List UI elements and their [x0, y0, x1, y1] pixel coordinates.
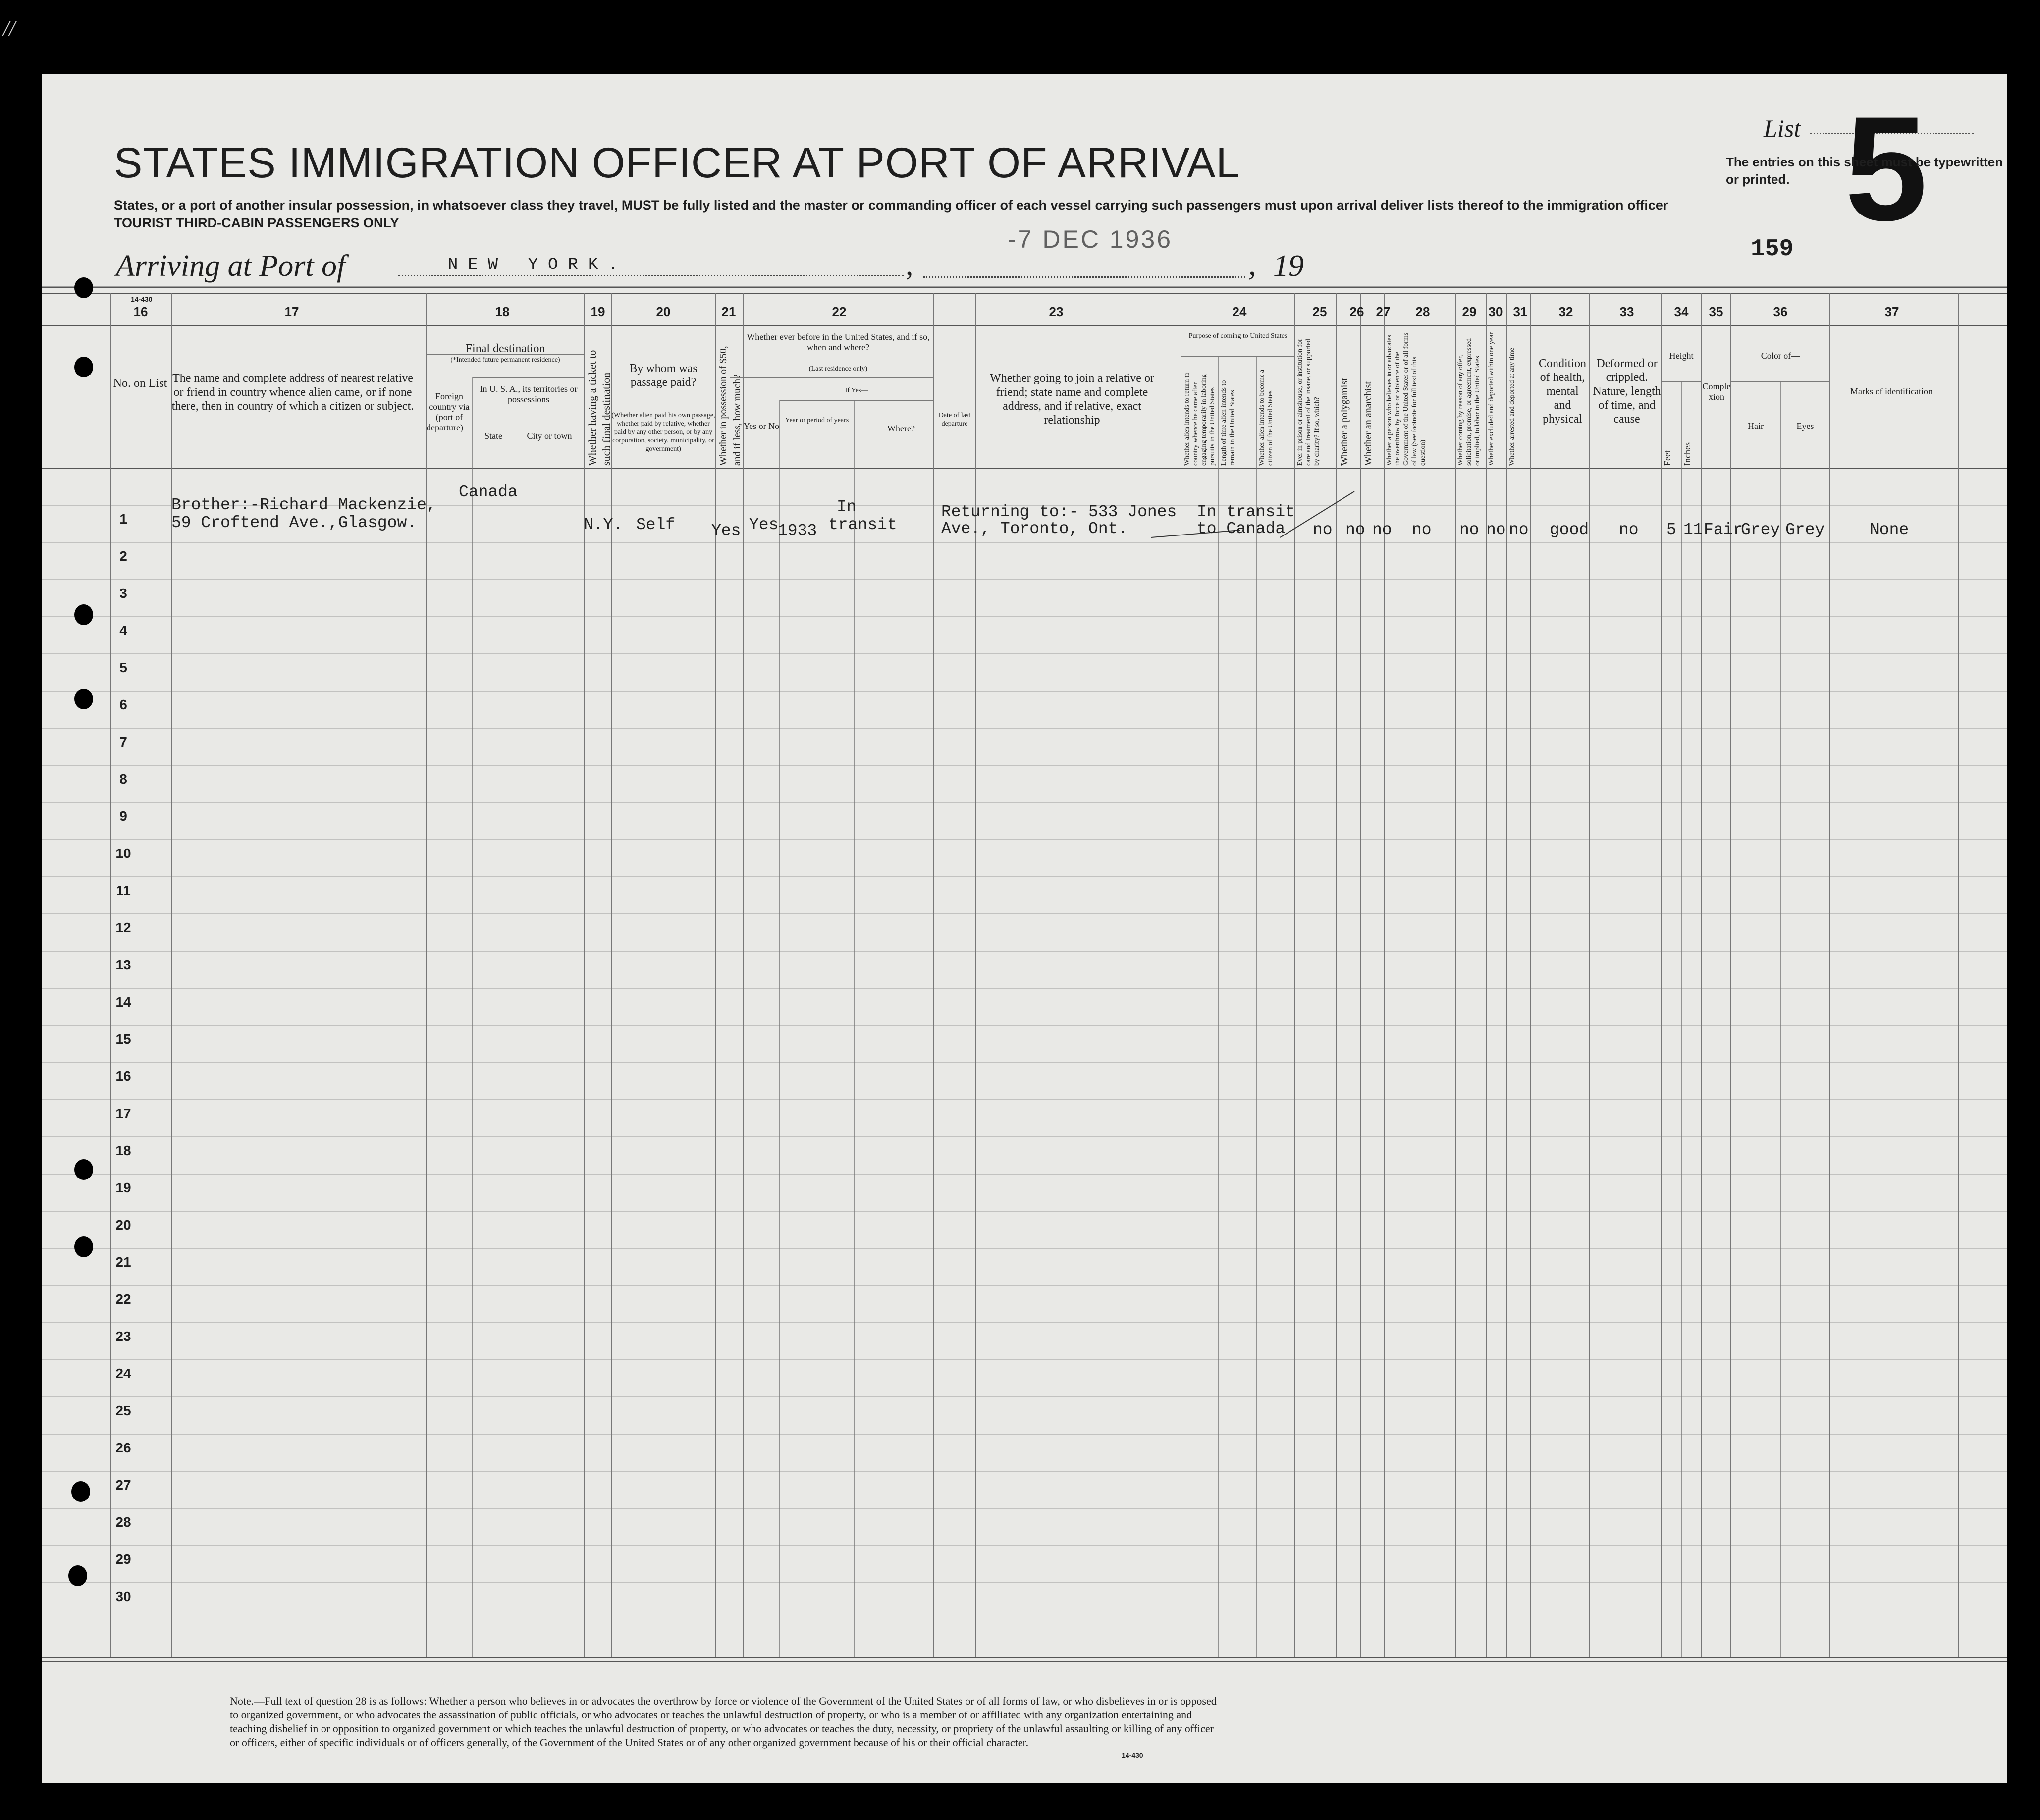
header-c21: Whether in possession of $50, and if less, how much? — [718, 346, 743, 466]
overthrow: no — [1412, 521, 1432, 539]
punch-hole — [74, 604, 93, 625]
row-number: 7 — [119, 734, 127, 749]
has-50: Yes — [711, 522, 741, 540]
footnote: Note.—Full text of question 28 is as follows: Whether a person who believes in or advocates the overthrow by force or violence of the Government of the United States or of all forms of law, or who disbelieves in or is opposed to organized government, or who advocates the assassination of public officials, or who advocates or teaches the unlawful destruction of property, or who is a member of or affiliated with any organization entertaining and teaching disbelief in or opposition to organized government or which teaches the unlawful destruction of property, or who advocates or teaches the duty, necessity, or propriety of the unlawful assaulting or killing of any officer or officers, either of specific individuals or of officers generally, of the Government of the United States or of any other organized government because of his or their official character. — [230, 1695, 1217, 1749]
header-c18-note: (*Intended future permanent residence) — [450, 356, 560, 364]
col-number: 33 — [1619, 304, 1634, 319]
col-number: 31 — [1513, 304, 1528, 319]
header-c19: Whether having a ticket to such final destination — [586, 350, 612, 466]
form-code-top: 14-430 — [131, 295, 153, 303]
row-number: 17 — [115, 1106, 131, 1121]
col-number: 28 — [1415, 304, 1430, 319]
header-c24-b: Length of time alien intends to remain in the United States — [1220, 380, 1236, 466]
row-number: 8 — [119, 771, 127, 787]
header-c23: Whether going to join a relative or friend; state name and complete address, and if relative, exact relationship — [990, 372, 1154, 427]
prison: no — [1313, 521, 1333, 539]
header-c18-city: City or town — [527, 431, 572, 441]
col-number: 25 — [1312, 304, 1327, 319]
header-c24-title: Purpose of coming to United States — [1188, 332, 1288, 340]
punch-hole — [74, 1236, 93, 1257]
paid-by: Self — [636, 516, 676, 534]
header-c22-yesno: Yes or No — [743, 421, 780, 431]
header-c18-foreign: Foreign country via (port of departure)— — [427, 391, 472, 432]
instructions: The entries on this sheet must be typewritten or printed. — [1726, 155, 2003, 187]
joining-line-2: Ave., Toronto, Ont. — [941, 520, 1128, 538]
relative-name: Brother:-Richard Mackenzie, — [171, 496, 436, 514]
punch-hole — [74, 1159, 93, 1180]
list-number: 5 — [1845, 85, 1928, 252]
where-line-2: transit — [828, 516, 897, 534]
header-c36-hair: Hair — [1748, 421, 1764, 431]
height-inches: 11 — [1683, 521, 1703, 539]
header-c20-title: By whom was passage paid? — [629, 362, 698, 389]
col-number: 17 — [284, 304, 299, 319]
punch-hole — [74, 277, 93, 298]
where-line-1: In — [837, 498, 857, 516]
punch-hole — [74, 357, 93, 377]
subtitle-line-2: TOURIST THIRD-CABIN PASSENGERS ONLY — [114, 215, 399, 230]
header-c29: Whether coming by reason of any offer, solicitation, promise, or agreement, expressed or implied, to labor in the United States — [1457, 338, 1481, 466]
col-number: 24 — [1232, 304, 1247, 319]
row-number: 23 — [115, 1329, 131, 1344]
foreign-country: Canada — [459, 483, 518, 501]
year-period: 1933 — [778, 522, 817, 540]
col-number: 27 — [1376, 304, 1391, 319]
row-number: 24 — [115, 1366, 131, 1381]
header-c18-state: State — [484, 431, 502, 441]
purpose-line-1: In transit — [1197, 503, 1295, 521]
purpose-line-2: to Canada — [1197, 520, 1286, 538]
row-number: 16 — [115, 1069, 131, 1084]
header-c34-feet: Feet — [1663, 450, 1672, 466]
row-number: 10 — [115, 846, 131, 861]
row-number: 25 — [115, 1403, 131, 1418]
col-number: 32 — [1558, 304, 1573, 319]
row-number: 28 — [115, 1514, 131, 1530]
header-c22-year: Year or period of years — [785, 417, 849, 424]
arrested: no — [1509, 521, 1529, 539]
row-number: 5 — [119, 660, 127, 675]
header-c26: Whether a polygamist — [1339, 378, 1350, 466]
row-number: 18 — [115, 1143, 131, 1158]
header-c24-c: Whether alien intends to become a citizen of the United States — [1258, 370, 1274, 466]
header-c35: Complexion — [1702, 381, 1731, 402]
header-c27: Whether an anarchist — [1363, 381, 1374, 466]
col-number: 35 — [1709, 304, 1723, 319]
header-c18-title: Final destination — [465, 342, 545, 355]
port-field: NEW YORK. — [398, 256, 904, 276]
header-c17: The name and complete address of nearest relative or friend in country whence alien came, or if none there, then in country of which a citizen or subject. — [171, 372, 414, 413]
header-c24-a: Whether alien intends to return to country whence he came after engaging temporarily in laboring pursuits in the United States — [1183, 372, 1216, 466]
list-label: List — [1764, 114, 1801, 142]
col-number: 21 — [721, 304, 736, 319]
punch-hole — [74, 689, 93, 709]
col-number: 18 — [495, 304, 510, 319]
header-c22-date: Date of last departure — [938, 412, 971, 428]
year-prefix: 19 — [1273, 249, 1304, 283]
header-c22-note: (Last residence only) — [808, 365, 868, 373]
page-title: STATES IMMIGRATION OFFICER AT PORT OF ARRIVAL — [114, 139, 1240, 187]
row-number: 1 — [119, 511, 127, 527]
col-number: 26 — [1349, 304, 1364, 319]
row-number: 30 — [115, 1589, 131, 1604]
col-number: 23 — [1049, 304, 1064, 319]
hair: Grey — [1741, 521, 1780, 539]
row-number: 11 — [116, 883, 131, 898]
anarchist: no — [1372, 521, 1392, 539]
eyes: Grey — [1785, 521, 1825, 539]
row-number: 6 — [119, 697, 127, 712]
row-number: 27 — [115, 1477, 131, 1493]
joining-line-1: Returning to:- 533 Jones — [941, 503, 1177, 521]
height-feet: 5 — [1666, 521, 1676, 539]
col-number: 29 — [1462, 304, 1477, 319]
relative-address: 59 Croftend Ave.,Glasgow. — [171, 514, 417, 532]
arriving-label: Arriving at Port of — [116, 249, 346, 283]
header-c34: Height — [1669, 351, 1694, 361]
col-number: 36 — [1773, 304, 1788, 319]
header-c16: No. on List — [113, 377, 167, 390]
row-number: 26 — [115, 1440, 131, 1455]
header-c37: Marks of identification — [1850, 386, 1933, 396]
col-number: 16 — [133, 304, 148, 319]
row-number: 21 — [115, 1254, 131, 1270]
header-c28: Whether a person who believes in or advocates the overthrow by force or violence of the Government of the United States or of all forms of law (See footnote for full text of this question) — [1386, 332, 1427, 466]
row-number: 14 — [115, 994, 131, 1010]
table-grid — [42, 74, 2007, 1783]
row-number: 4 — [119, 623, 127, 638]
header-c36: Color of— — [1761, 351, 1800, 361]
complexion: Fair — [1704, 521, 1743, 539]
row-number: 29 — [115, 1552, 131, 1567]
header-c22-title: Whether ever before in the United States, and if so, when and where? — [747, 332, 930, 352]
col-number: 19 — [591, 304, 605, 319]
deformed: no — [1619, 521, 1639, 539]
row-number: 3 — [119, 586, 127, 601]
header-c25: Ever in prison or almshouse, or institution for care and treatment of the insane, or supported by charity? If so, which? — [1296, 339, 1321, 466]
been-before: Yes — [749, 516, 779, 534]
header-c34-inches: Inches — [1682, 442, 1692, 466]
col-number: 34 — [1674, 304, 1689, 319]
header-c22-where: Where? — [887, 424, 915, 433]
corner-mark: // — [3, 16, 15, 41]
header-c18-usa: In U. S. A., its territories or possessions — [480, 384, 578, 404]
header-c30: Whether excluded and deported within one year — [1488, 332, 1495, 466]
col-number: 20 — [656, 304, 671, 319]
row-number: 2 — [119, 548, 127, 564]
row-number: 19 — [115, 1180, 131, 1195]
row-number: 15 — [115, 1031, 131, 1047]
polygamist: no — [1345, 521, 1365, 539]
col-number: 30 — [1488, 304, 1503, 319]
identification-marks: None — [1870, 521, 1909, 539]
row-number: 20 — [115, 1217, 131, 1232]
header-c32: Condition of health, mental and physical — [1538, 357, 1586, 426]
ticket-destination: N.Y. — [584, 516, 623, 534]
subtitle-line-1: States, or a port of another insular possession, in whatsoever class they travel, MUST be fully listed and the master or commanding officer of each vessel carrying such passengers must upon arrival deliver lists thereof to the immigration officer — [114, 198, 1668, 213]
row-number: 12 — [115, 920, 131, 935]
punch-hole — [71, 1481, 90, 1502]
date-stamp: -7 DEC 1936 — [1008, 225, 1173, 253]
row-number: 22 — [115, 1291, 131, 1307]
col-number: 37 — [1884, 304, 1899, 319]
row-number: 9 — [119, 808, 127, 824]
row-number: 13 — [115, 957, 131, 972]
header-c22-ifyes: If Yes— — [845, 387, 868, 394]
punch-hole — [68, 1565, 87, 1586]
col-number: 22 — [832, 304, 847, 319]
page-number: 159 — [1751, 236, 1794, 263]
form-code-bottom: 14-430 — [1122, 1751, 1143, 1759]
offer: no — [1459, 521, 1479, 539]
excluded: no — [1486, 521, 1506, 539]
header-c36-eyes: Eyes — [1796, 421, 1814, 431]
health: good — [1550, 521, 1589, 539]
header-c33: Deformed or crippled. Nature, length of time, and cause — [1593, 357, 1661, 426]
header-c31: Whether arrested and deported at any time — [1508, 348, 1516, 466]
header-c20-note: (Whether alien paid his own passage, whether paid by relative, whether paid by any other person, or by any corporation, society, municipality, or government) — [611, 412, 715, 453]
manifest-sheet: List 5 STATES IMMIGRATION OFFICER AT PORT OF ARRIVAL The entries on this sheet must be typewritten or printed. States, or a port of another insular possession, in whatsoever class they travel, MUST be fully listed and the master or commanding officer of each vessel carrying such passengers must upon arrival deliver lists thereof to the immigration officer TOURIST THIRD-CABIN PASSENGERS ONLY -7 DEC 1936 159 Arriving at Port of NEW YORK. , , 19 14-430 16 17 18 19 20 21 22 23 24 25 26 27 28 29 30 31 32 33 34 35 36 37 No. on List The name and complete address of nearest relative or friend in country whence alien came, or if none there, then in country of which a citizen or subject. Final destination (*Intended future permanent residence) Foreign country via (port of departure)— In U. S. A., its territories or possessions State City or town Whether having a ticket to such final destination By whom was passage paid? (Whether alien paid his own passage, whether paid by relative, whether paid by any other person, or by any corporation, society, municipality, or government) Whether in possession of $50, and if less, how much? Whether ever before in the United States, and if so, when and where? (Last residence only) If Yes— Yes or No Year or period of years Where? Date of last departure Whether going to join a relative or friend; state name and complete address, and if relative, exact relationship Purpose of coming to United States Whether alien intends to return to country whence he came after engaging temporarily in laboring pursuits in the United States Length of time alien intends to remain in the United States Whether alien intends to become a citizen of the United States Ever in prison or almshouse, or institution for care and treatment of the insane, or supported by charity? If so, which? Whether a polygamist Whether an anarchist Whether a person who believes in or advocates the overthrow by force or violence of the Government of the United States or of all forms of law (See footnote for full text of this question) Whether coming by reason of any offer, solicitation, promise, or agreement, expressed or implied, to labor in the United States Whether excluded and deported within one year Whether arrested and deported at any time Condition of health, mental and physical Deformed or crippled. Nature, length of time, and cause Height Feet Inches Complexion Color of— Hair Eyes Marks of identification 1 2 3 4 5 6 7 8 9 10 11 12 13 14 15 16 17 18 19 20 21 22 23 24 25 26 27 28 29 30 Brother:-Richard Mackenzie, 59 Croftend Ave.,Glasgow. Canada N.Y. Self Yes Yes 1933 In transit Returning to:- 533 Jones Ave., Toronto, Ont. In transit to Canada no no no no no no no good no 5 11 Fair Grey Grey None Note.—Full text of question 28 is as follows: Whether a person who believes in or advocates the overthrow by force or violence of the Government of the United States or of all forms of law, or who disbelieves in or is opposed to organized government, or who advocates the assassination of public officials, or who advocates or teaches the unlawful destruction of property, or who is a member of or affiliated with any organization entertaining and teaching disbelief in or opposition to organized government or which teaches the unlawful destruction of property, or who advocates or teaches the duty, necessity, or propriety of the unlawful assaulting or killing of any officer or officers, either of specific individuals or of officers generally, of the Government of the United States or of any other organized government because of his or their official character. 14-430 — [42, 74, 2007, 1783]
